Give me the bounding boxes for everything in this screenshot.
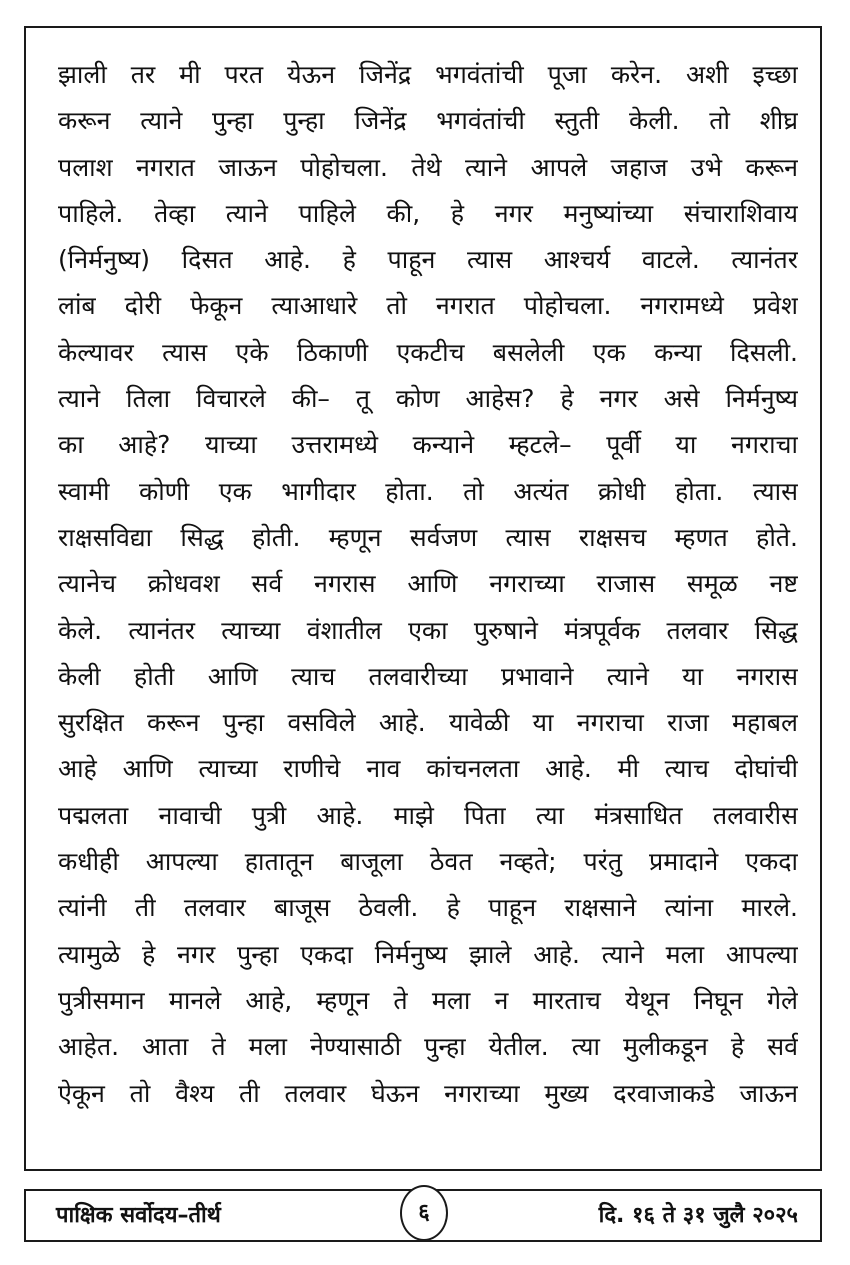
text-line: केली होती आणि त्याच तलवारीच्या प्रभावाने त्याने या नगरास — [58, 661, 798, 691]
text-line: (निर्मनुष्य) दिसत आहे. हे पाहून त्यास आश्चर्य वाटले. त्यानंतर — [58, 245, 798, 275]
text-line: सुरक्षित करून पुन्हा वसविले आहे. यावेळी या नगराचा राजा महाबल — [58, 708, 798, 738]
text-line: पाहिले. तेव्हा त्याने पाहिले की, हे नगर मनुष्यांच्या संचाराशिवाय — [58, 198, 798, 228]
text-line: केल्यावर त्यास एके ठिकाणी एकटीच बसलेली एक कन्या दिसली. — [58, 337, 798, 367]
text-line: पुत्रीसमान मानले आहे, म्हणून ते मला न मारताच येथून निघून गेले — [58, 985, 798, 1015]
text-line: त्याने तिला विचारले की– तू कोण आहेस? हे नगर असे निर्मनुष्य — [58, 384, 798, 414]
page-number: ६ — [400, 1185, 448, 1241]
text-line: झाली तर मी परत येऊन जिनेंद्र भगवंतांची पूजा करेन. अशी इच्छा — [58, 60, 798, 89]
text-line: लांब दोरी फेकून त्याआधारे तो नगरात पोहोचला. नगरामध्ये प्रवेश — [58, 291, 798, 321]
text-line: त्यामुळे हे नगर पुन्हा एकदा निर्मनुष्य झाले आहे. त्याने मला आपल्या — [58, 939, 798, 969]
issue-date: दि. १६ ते ३१ जुलै २०२५ — [598, 1203, 798, 1228]
main-text-frame — [24, 26, 822, 1171]
body-text — [58, 52, 798, 1117]
text-line: आहेत. आता ते मला नेण्यासाठी पुन्हा येतील. त्या मुलीकडून हे सर्व — [58, 1032, 798, 1062]
footer — [24, 1189, 822, 1242]
text-line: आहे आणि त्याच्या राणीचे नाव कांचनलता आहे. मी त्याच दोघांची — [58, 754, 798, 784]
text-line: त्यानेच क्रोधवश सर्व नगरास आणि नगराच्या राजास समूळ नष्ट — [58, 569, 798, 599]
text-line: त्यांनी ती तलवार बाजूस ठेवली. हे पाहून राक्षसाने त्यांना मारले. — [58, 893, 798, 923]
publication-name: पाक्षिक सर्वोदय–तीर्थ — [56, 1203, 221, 1228]
text-line: केले. त्यानंतर त्याच्या वंशातील एका पुरुषाने मंत्रपूर्वक तलवार सिद्ध — [58, 615, 798, 645]
text-line: पद्मलता नावाची पुत्री आहे. माझे पिता त्या मंत्रसाधित तलवारीस — [58, 800, 798, 830]
text-line: का आहे? याच्या उत्तरामध्ये कन्याने म्हटले– पूर्वी या नगराचा — [58, 430, 798, 460]
text-line: कधीही आपल्या हातातून बाजूला ठेवत नव्हते; परंतु प्रमादाने एकदा — [58, 847, 798, 877]
text-line: पलाश नगरात जाऊन पोहोचला. तेथे त्याने आपले जहाज उभे करून — [58, 152, 798, 182]
text-line: स्वामी कोणी एक भागीदार होता. तो अत्यंत क्रोधी होता. त्यास — [58, 476, 798, 506]
text-line: करून त्याने पुन्हा पुन्हा जिनेंद्र भगवंतांची स्तुती केली. तो शीघ्र — [58, 106, 798, 136]
text-line: ऐकून तो वैश्य ती तलवार घेऊन नगराच्या मुख्य दरवाजाकडे जाऊन — [58, 1078, 798, 1108]
text-line: राक्षसविद्या सिद्ध होती. म्हणून सर्वजण त्यास राक्षसच म्हणत होते. — [58, 522, 798, 552]
